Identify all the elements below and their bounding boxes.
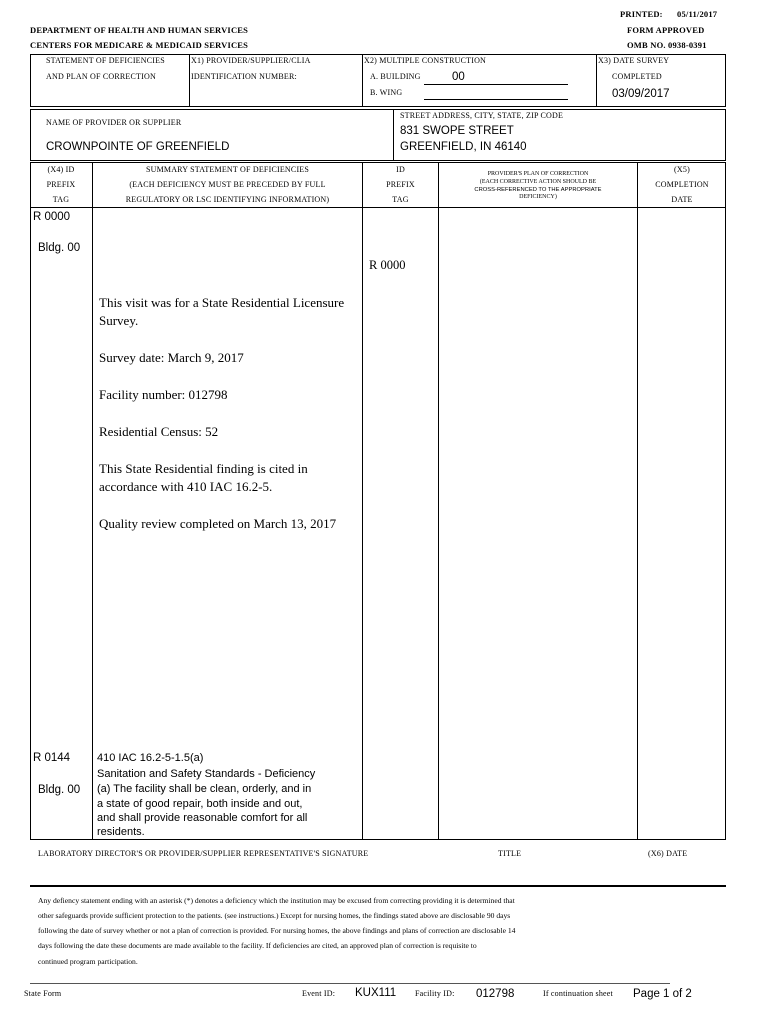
deficiency-line-6: residents. <box>97 826 145 838</box>
event-id-value: KUX111 <box>355 987 397 999</box>
building-tag-1: Bldg. 00 <box>38 242 81 254</box>
x5-col-header: (X5) <box>674 165 690 174</box>
plan-col-sub2: CROSS-REFERENCED TO THE APPROPRIATE <box>474 187 602 193</box>
statement-label: STATEMENT OF DEFICIENCIES <box>46 56 165 65</box>
building-tag-2: Bldg. 00 <box>38 784 81 796</box>
prefix-tag-1: R 0000 <box>33 211 71 223</box>
summary-col-header: SUMMARY STATEMENT OF DEFICIENCIES <box>145 165 310 174</box>
address-city: GREENFIELD, IN 46140 <box>400 141 527 153</box>
disclaimer-line-3: following the date of survey whether or not a plan of correction is provided. For nursing homes, the above findings and plans of correction are disclosable 14 <box>38 926 516 935</box>
deficiency-line-1: 410 IAC 16.2-5-1.5(a) <box>97 752 204 764</box>
omb-number: OMB NO. 0938-0391 <box>627 40 707 50</box>
paragraph-survey-date: Survey date: March 9, 2017 <box>99 350 244 365</box>
department-title: DEPARTMENT OF HEALTH AND HUMAN SERVICES <box>30 25 249 35</box>
deficiency-line-4: a state of good repair, both inside and out, <box>97 798 303 810</box>
deficiency-line-3: (a) The facility shall be clean, orderly, and in <box>97 783 312 795</box>
id-col-prefix: PREFIX <box>386 180 415 189</box>
paragraph-finding: This State Residential finding is cited in accordance with 410 IAC 16.2-5. <box>99 461 308 494</box>
x4-col-prefix: PREFIX <box>46 180 76 189</box>
x1-id-label: IDENTIFICATION NUMBER: <box>191 72 297 81</box>
provider-name: CROWNPOINTE OF GREENFIELD <box>46 141 230 153</box>
plan-col-sub3: DEFICIENCY) <box>519 194 557 200</box>
prefix-tag-2: R 0144 <box>33 752 71 764</box>
x3-label: X3) DATE SURVEY <box>598 56 670 65</box>
signature-label: LABORATORY DIRECTOR'S OR PROVIDER/SUPPLIER REPRESENTATIVE'S SIGNATURE <box>38 849 369 858</box>
completed-label: COMPLETED <box>612 72 662 81</box>
paragraph-visit: This visit was for a State Residential Licensure Survey. <box>99 295 345 328</box>
id-col-header: ID <box>396 165 405 174</box>
paragraph-census: Residential Census: 52 <box>99 424 219 439</box>
disclaimer-line-1: Any defiency statement ending with an asterisk (*) denotes a deficiency which the institution may be excused from correcting providing it is determined that <box>38 896 515 905</box>
id-prefix-tag-1: R 0000 <box>369 258 406 272</box>
centers-title: CENTERS FOR MEDICARE & MEDICAID SERVICES <box>30 40 249 50</box>
printed-label: PRINTED: <box>620 9 663 19</box>
page-number: Page 1 of 2 <box>633 988 692 1000</box>
x5-col-date: DATE <box>671 195 693 204</box>
x1-label: X1) PROVIDER/SUPPLIER/CLIA <box>191 56 311 65</box>
plan-col-header: PROVIDER'S PLAN OF CORRECTION <box>487 171 589 177</box>
deficiency-line-2: Sanitation and Safety Standards - Deficiency <box>97 768 316 780</box>
building-value: 00 <box>452 71 465 83</box>
plan-col-sub1: (EACH CORRECTIVE ACTION SHOULD BE <box>479 179 597 185</box>
deficiency-line-5: and shall provide reasonable comfort for all <box>97 812 308 824</box>
title-label: TITLE <box>498 849 522 858</box>
disclaimer-line-4: days following the date these documents are made available to the facility. If deficiencies are cited, an approved plan of correction is requisite to <box>38 941 477 950</box>
provider-name-label: NAME OF PROVIDER OR SUPPLIER <box>46 118 182 127</box>
disclaimer-line-2: other safeguards provide sufficient protection to the patients. (see instructions.) Except for nursing homes, the findings stated above are disclosable 90 days <box>38 911 511 920</box>
x4-col-tag: TAG <box>52 195 70 204</box>
continuation-label: If continuation sheet <box>543 989 613 998</box>
event-id-label: Event ID: <box>302 989 336 998</box>
summary-col-sub2: REGULATORY OR LSC IDENTIFYING INFORMATION) <box>125 195 330 204</box>
address-label: STREET ADDRESS, CITY, STATE, ZIP CODE <box>400 111 564 120</box>
wing-label: B. WING <box>370 88 403 97</box>
plan-label: AND PLAN OF CORRECTION <box>46 72 156 81</box>
building-label: A. BUILDING <box>370 72 421 81</box>
state-form-label: State Form <box>24 989 62 998</box>
facility-id-label: Facility ID: <box>415 989 455 998</box>
provider-box <box>30 109 726 161</box>
paragraph-quality-review: Quality review completed on March 13, 2017 <box>99 516 337 531</box>
id-col-tag: TAG <box>392 195 409 204</box>
survey-completed-date: 03/09/2017 <box>612 88 670 100</box>
x5-col-completion: COMPLETION <box>655 180 709 189</box>
x4-col-header: (X4) ID <box>47 165 75 174</box>
disclaimer-line-5: continued program participation. <box>38 957 138 966</box>
printed-date: 05/11/2017 <box>677 9 718 19</box>
x2-label: X2) MULTIPLE CONSTRUCTION <box>364 56 487 65</box>
signature-date-label: (X6) DATE <box>648 849 688 858</box>
facility-id-value: 012798 <box>476 988 515 1000</box>
summary-col-sub1: (EACH DEFICIENCY MUST BE PRECEDED BY FULL <box>129 180 326 189</box>
form-approved: FORM APPROVED <box>627 25 705 35</box>
address-street: 831 SWOPE STREET <box>400 125 514 137</box>
paragraph-facility-number: Facility number: 012798 <box>99 387 228 402</box>
